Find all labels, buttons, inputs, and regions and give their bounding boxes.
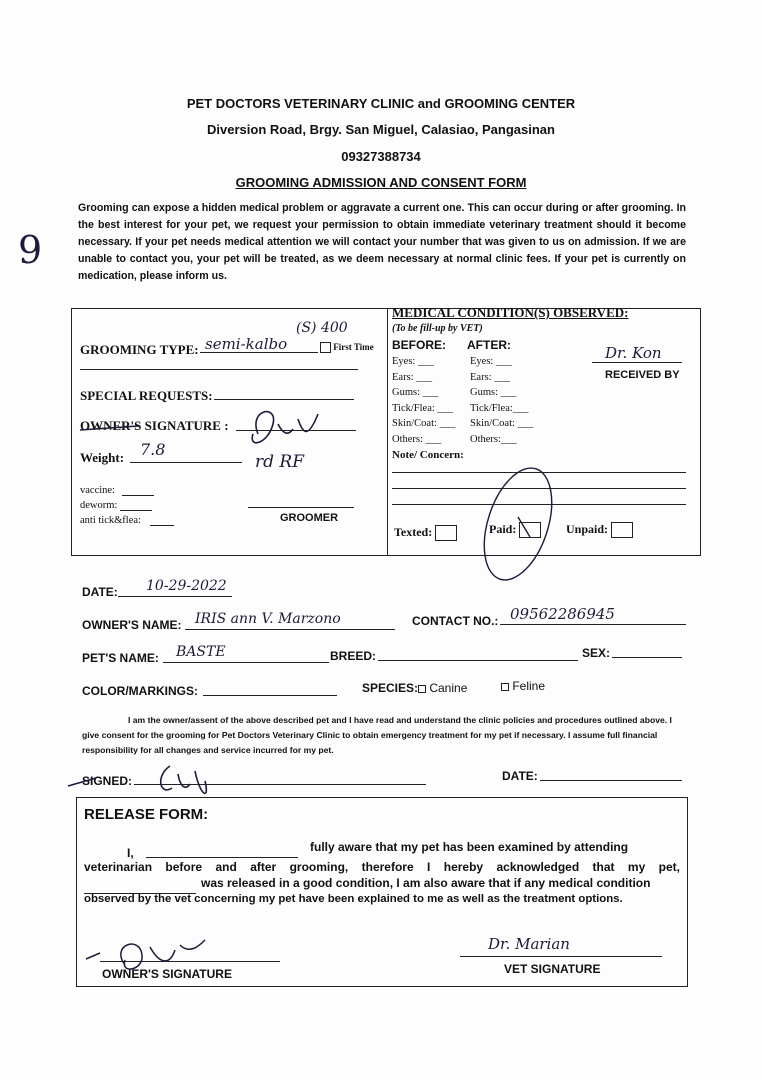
before-label: BEFORE: bbox=[392, 338, 446, 352]
release-name-line[interactable] bbox=[146, 857, 298, 858]
sex-label: SEX: bbox=[582, 646, 611, 660]
vaccine-line[interactable] bbox=[122, 495, 154, 496]
medical-subtitle: (To be fill-up by VET) bbox=[392, 323, 483, 334]
owner-signature-handwriting bbox=[78, 404, 338, 454]
release-text-4: observed by the vet concerning my pet have been explained to me as well as the treatment options. bbox=[84, 893, 623, 905]
grooming-type-line bbox=[200, 352, 318, 353]
after-item-gums[interactable]: Gums: ___ bbox=[470, 387, 517, 399]
signed-label: SIGNED: bbox=[82, 774, 133, 788]
release-title: RELEASE FORM: bbox=[84, 806, 209, 823]
release-i-label: I, bbox=[127, 846, 134, 860]
before-item-gums[interactable]: Gums: ___ bbox=[392, 387, 439, 399]
date-label: DATE: bbox=[82, 585, 118, 599]
intro-paragraph: Grooming can expose a hidden medical problem or aggravate a current one. This can occur during or after grooming. In the best interest for your pet, we request your permission to obtain immediate veterinary treatment should it become necessary. If your pet needs medical attention we will contact your number that was given to us on admission. If we are unable to contact you, your pet will be treated, as we deem necessary at normal clinic fees. If your pet is currently on medication, please inform us. bbox=[78, 202, 686, 282]
before-item-others[interactable]: Others: ___ bbox=[392, 433, 442, 445]
owner-signature-label: OWNER'S SIGNATURE : bbox=[80, 418, 229, 433]
texted-checkbox[interactable] bbox=[435, 525, 457, 541]
canine-label: Canine bbox=[429, 681, 468, 695]
after-item-others[interactable]: Others:___ bbox=[470, 433, 517, 445]
canine-option[interactable] bbox=[418, 681, 467, 695]
deworm-label: deworm: bbox=[80, 500, 118, 511]
breed-line[interactable] bbox=[378, 660, 578, 661]
owner-name-label: OWNER'S NAME: bbox=[82, 618, 182, 632]
vaccine-label: vaccine: bbox=[80, 485, 115, 496]
received-by-line bbox=[592, 362, 682, 363]
paid-label: Paid: bbox=[489, 522, 517, 536]
texted-label: Texted: bbox=[394, 525, 433, 539]
release-text-2: veterinarian before and after grooming, therefore I hereby acknowledged that my pet, bbox=[84, 860, 680, 874]
margin-mark: 9 bbox=[18, 228, 43, 272]
breed-label: BREED: bbox=[330, 649, 377, 663]
weight-label: Weight: bbox=[80, 450, 125, 465]
weight-line bbox=[130, 462, 242, 463]
pet-name-value[interactable]: BASTE bbox=[176, 644, 226, 660]
date-value[interactable]: 10-29-2022 bbox=[146, 578, 227, 594]
before-item-tickflea[interactable]: Tick/Flea: ___ bbox=[392, 402, 454, 414]
grooming-blank-line bbox=[80, 369, 358, 370]
received-by-value[interactable]: Dr. Kon bbox=[605, 344, 662, 362]
first-time-option[interactable] bbox=[320, 342, 374, 353]
contact-line bbox=[500, 624, 686, 625]
signed-date-line[interactable] bbox=[540, 780, 682, 781]
before-item-ears[interactable]: Ears: ___ bbox=[392, 371, 432, 383]
clinic-phone: 09327388734 bbox=[341, 149, 421, 164]
after-item-skincoat[interactable]: Skin/Coat: ___ bbox=[470, 418, 534, 430]
antitick-line[interactable] bbox=[150, 525, 174, 526]
feline-option[interactable] bbox=[501, 679, 545, 693]
grooming-size-value[interactable]: (S) 400 bbox=[296, 320, 348, 336]
special-requests-line[interactable] bbox=[214, 399, 354, 400]
before-item-skincoat[interactable]: Skin/Coat: ___ bbox=[392, 418, 456, 430]
weight-value[interactable]: 7.8 bbox=[140, 440, 166, 459]
owner-name-line bbox=[185, 629, 395, 630]
after-item-ears[interactable]: Ears: ___ bbox=[470, 371, 510, 383]
vet-signature-line bbox=[460, 956, 662, 957]
box-divider bbox=[387, 308, 388, 555]
deworm-line[interactable] bbox=[120, 510, 152, 511]
canine-checkbox[interactable] bbox=[418, 685, 426, 693]
pet-name-label: PET'S NAME: bbox=[82, 651, 159, 665]
vet-signature-value[interactable]: Dr. Marian bbox=[488, 935, 570, 953]
special-requests-label: SPECIAL REQUESTS: bbox=[80, 388, 213, 403]
after-item-eyes[interactable]: Eyes: ___ bbox=[470, 356, 512, 367]
first-time-checkbox[interactable] bbox=[320, 342, 331, 353]
texted-option[interactable] bbox=[394, 525, 457, 541]
color-markings-label: COLOR/MARKINGS: bbox=[82, 684, 198, 698]
medical-title: MEDICAL CONDITION(S) OBSERVED: bbox=[392, 305, 629, 320]
after-item-tickflea[interactable]: Tick/Flea:___ bbox=[470, 402, 529, 414]
vet-signature-label: VET SIGNATURE bbox=[504, 962, 601, 976]
release-owner-signature-label: OWNER'S SIGNATURE bbox=[102, 967, 232, 981]
after-items bbox=[470, 354, 533, 448]
pet-name-line bbox=[163, 662, 329, 663]
antitick-label: anti tick&flea: bbox=[80, 515, 141, 526]
paid-circle-mark bbox=[478, 462, 558, 592]
feline-checkbox[interactable] bbox=[501, 683, 509, 691]
note-concern-label: Note/ Concern: bbox=[392, 449, 464, 461]
unpaid-checkbox[interactable] bbox=[611, 522, 633, 538]
clinic-address: Diversion Road, Brgy. San Miguel, Calasiao, Pangasinan bbox=[207, 122, 555, 137]
release-text-1: fully aware that my pet has been examined by attending bbox=[310, 840, 629, 854]
owner-name-value[interactable]: IRIS ann V. Marzono bbox=[195, 611, 341, 627]
contact-value[interactable]: 09562286945 bbox=[510, 605, 615, 623]
unpaid-label: Unpaid: bbox=[566, 522, 609, 536]
after-label: AFTER: bbox=[467, 338, 511, 352]
sex-line[interactable] bbox=[612, 657, 682, 658]
release-text-3: was released in a good condition, I am also aware that if any medical condition bbox=[201, 876, 651, 890]
signed-date-label: DATE: bbox=[502, 769, 538, 783]
before-items bbox=[392, 354, 455, 448]
date-line bbox=[118, 596, 232, 597]
groomer-line[interactable] bbox=[248, 507, 354, 508]
groomer-label: GROOMER bbox=[280, 512, 339, 524]
grooming-type-label: GROOMING TYPE: bbox=[80, 342, 199, 357]
unpaid-option[interactable] bbox=[566, 522, 633, 538]
form-title: GROOMING ADMISSION AND CONSENT FORM bbox=[235, 175, 527, 190]
grooming-type-value[interactable]: semi-kalbo bbox=[205, 335, 288, 353]
received-by-label: RECEIVED BY bbox=[605, 369, 680, 381]
consent-paragraph: I am the owner/assent of the above described pet and I have read and understand the clinic policies and procedures outlined above. I give consent for the grooming for Pet Doctors Veterinary Clinic to obtain emergency treatment for my pet if necessary. I assume full financial responsibility for all changes and service incurred for my pet. bbox=[82, 715, 672, 755]
grooming-note-value: rd RF bbox=[255, 452, 305, 472]
color-markings-line[interactable] bbox=[203, 695, 337, 696]
feline-label: Feline bbox=[512, 679, 546, 693]
species-label: SPECIES: bbox=[362, 681, 419, 695]
contact-label: CONTACT NO.: bbox=[412, 614, 499, 628]
first-time-label: First Time bbox=[333, 342, 374, 352]
clinic-name: PET DOCTORS VETERINARY CLINIC and GROOMING CENTER bbox=[186, 96, 576, 111]
before-item-eyes[interactable]: Eyes: ___ bbox=[392, 356, 434, 367]
